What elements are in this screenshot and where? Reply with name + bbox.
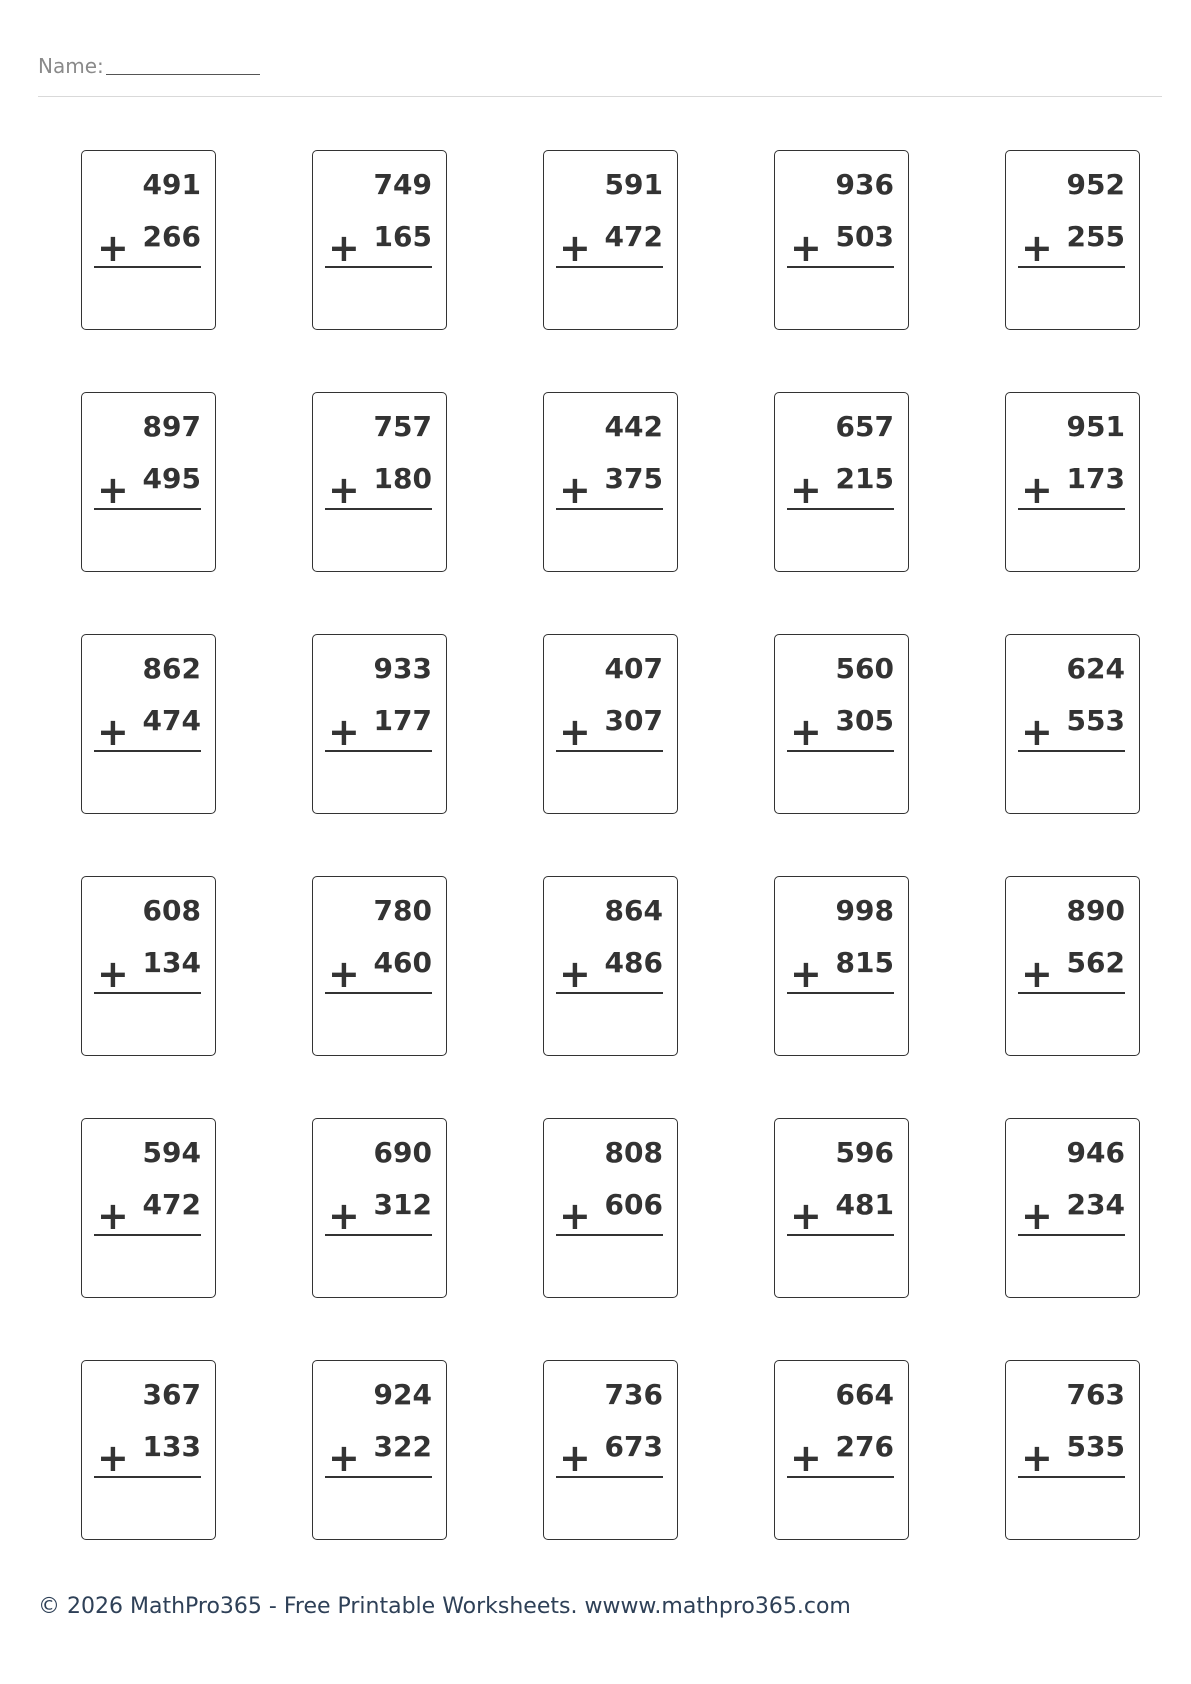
plus-sign: +: [559, 1194, 591, 1238]
plus-sign: +: [559, 226, 591, 270]
addend-bottom: 535: [1066, 1430, 1125, 1463]
problem-16: [40, 876, 270, 1056]
problem-card: [774, 876, 909, 1056]
problem-22: [271, 1118, 501, 1298]
addend-top: 596: [835, 1136, 894, 1169]
plus-sign: +: [1021, 710, 1053, 754]
addend-top: 608: [142, 894, 201, 927]
plus-sign: +: [790, 952, 822, 996]
problem-8: [502, 392, 732, 572]
problem-card: [543, 150, 678, 330]
problem-14: [733, 634, 963, 814]
answer-line: [325, 992, 432, 994]
addend-top: 946: [1066, 1136, 1125, 1169]
addend-bottom: 553: [1066, 704, 1125, 737]
plus-sign: +: [328, 226, 360, 270]
problem-card: [312, 1118, 447, 1298]
problem-card: [543, 634, 678, 814]
problem-card: [1005, 150, 1140, 330]
addend-top: 594: [142, 1136, 201, 1169]
problem-card: [1005, 392, 1140, 572]
plus-sign: +: [328, 710, 360, 754]
addend-bottom: 495: [142, 462, 201, 495]
plus-sign: +: [1021, 468, 1053, 512]
addend-bottom: 460: [373, 946, 432, 979]
addend-top: 491: [142, 168, 201, 201]
answer-line: [1018, 992, 1125, 994]
addend-bottom: 173: [1066, 462, 1125, 495]
problem-card: [312, 876, 447, 1056]
answer-line: [556, 266, 663, 268]
addend-top: 862: [142, 652, 201, 685]
plus-sign: +: [1021, 1194, 1053, 1238]
addend-bottom: 307: [604, 704, 663, 737]
plus-sign: +: [790, 1194, 822, 1238]
problem-card: [543, 1118, 678, 1298]
problem-card: [81, 876, 216, 1056]
answer-line: [325, 1476, 432, 1478]
answer-line: [787, 992, 894, 994]
answer-line: [94, 750, 201, 752]
problem-card: [774, 392, 909, 572]
plus-sign: +: [97, 1436, 129, 1480]
plus-sign: +: [97, 710, 129, 754]
problem-card: [774, 634, 909, 814]
plus-sign: +: [328, 1194, 360, 1238]
addend-top: 951: [1066, 410, 1125, 443]
problem-card: [774, 1118, 909, 1298]
name-label: Name:: [38, 54, 104, 78]
problem-30: [964, 1360, 1191, 1540]
addend-bottom: 266: [142, 220, 201, 253]
problem-5: [964, 150, 1191, 330]
answer-line: [787, 508, 894, 510]
plus-sign: +: [328, 952, 360, 996]
problem-card: [1005, 634, 1140, 814]
addend-top: 367: [142, 1378, 201, 1411]
addend-bottom: 134: [142, 946, 201, 979]
addend-top: 808: [604, 1136, 663, 1169]
addend-top: 757: [373, 410, 432, 443]
addend-bottom: 322: [373, 1430, 432, 1463]
problem-24: [733, 1118, 963, 1298]
addend-top: 624: [1066, 652, 1125, 685]
answer-line: [94, 508, 201, 510]
addend-bottom: 562: [1066, 946, 1125, 979]
problem-card: [774, 150, 909, 330]
problem-card: [1005, 876, 1140, 1056]
plus-sign: +: [1021, 1436, 1053, 1480]
addend-bottom: 375: [604, 462, 663, 495]
problem-18: [502, 876, 732, 1056]
addend-top: 591: [604, 168, 663, 201]
problem-17: [271, 876, 501, 1056]
plus-sign: +: [328, 1436, 360, 1480]
addend-bottom: 481: [835, 1188, 894, 1221]
plus-sign: +: [790, 1436, 822, 1480]
answer-line: [787, 750, 894, 752]
addend-top: 924: [373, 1378, 432, 1411]
addend-bottom: 312: [373, 1188, 432, 1221]
answer-line: [1018, 750, 1125, 752]
answer-line: [1018, 1476, 1125, 1478]
answer-line: [94, 1476, 201, 1478]
problem-3: [502, 150, 732, 330]
answer-line: [556, 1234, 663, 1236]
addend-bottom: 474: [142, 704, 201, 737]
plus-sign: +: [559, 710, 591, 754]
answer-line: [556, 992, 663, 994]
addend-top: 998: [835, 894, 894, 927]
answer-line: [1018, 508, 1125, 510]
answer-line: [325, 750, 432, 752]
problem-card: [1005, 1118, 1140, 1298]
problem-card: [312, 634, 447, 814]
problem-2: [271, 150, 501, 330]
worksheet-header: [38, 50, 1162, 97]
problem-6: [40, 392, 270, 572]
answer-line: [787, 266, 894, 268]
plus-sign: +: [559, 468, 591, 512]
addend-top: 736: [604, 1378, 663, 1411]
addend-top: 864: [604, 894, 663, 927]
problem-23: [502, 1118, 732, 1298]
plus-sign: +: [97, 952, 129, 996]
addend-bottom: 276: [835, 1430, 894, 1463]
plus-sign: +: [97, 226, 129, 270]
addend-top: 763: [1066, 1378, 1125, 1411]
addend-bottom: 215: [835, 462, 894, 495]
plus-sign: +: [97, 1194, 129, 1238]
addend-top: 936: [835, 168, 894, 201]
problem-card: [312, 150, 447, 330]
addend-top: 690: [373, 1136, 432, 1169]
problem-card: [81, 1360, 216, 1540]
problem-21: [40, 1118, 270, 1298]
addend-top: 952: [1066, 168, 1125, 201]
problem-card: [81, 150, 216, 330]
answer-line: [556, 750, 663, 752]
problem-12: [271, 634, 501, 814]
name-blank-line: [106, 74, 260, 75]
addend-top: 664: [835, 1378, 894, 1411]
problem-card: [774, 1360, 909, 1540]
problem-13: [502, 634, 732, 814]
problem-card: [543, 1360, 678, 1540]
problem-card: [81, 1118, 216, 1298]
addend-top: 749: [373, 168, 432, 201]
problem-20: [964, 876, 1191, 1056]
footer-copyright: © 2026 MathPro365 - Free Printable Worksheets. wwww.mathpro365.com: [38, 1594, 851, 1619]
problem-card: [1005, 1360, 1140, 1540]
addend-top: 890: [1066, 894, 1125, 927]
answer-line: [325, 1234, 432, 1236]
problem-10: [964, 392, 1191, 572]
plus-sign: +: [559, 952, 591, 996]
answer-line: [1018, 1234, 1125, 1236]
problem-1: [40, 150, 270, 330]
plus-sign: +: [790, 226, 822, 270]
answer-line: [1018, 266, 1125, 268]
addend-bottom: 472: [142, 1188, 201, 1221]
problem-4: [733, 150, 963, 330]
addend-bottom: 165: [373, 220, 432, 253]
addend-bottom: 177: [373, 704, 432, 737]
addend-top: 780: [373, 894, 432, 927]
addend-bottom: 234: [1066, 1188, 1125, 1221]
problem-11: [40, 634, 270, 814]
addend-bottom: 180: [373, 462, 432, 495]
answer-line: [325, 508, 432, 510]
addend-top: 442: [604, 410, 663, 443]
plus-sign: +: [97, 468, 129, 512]
addend-top: 897: [142, 410, 201, 443]
addend-bottom: 472: [604, 220, 663, 253]
addend-bottom: 255: [1066, 220, 1125, 253]
problem-25: [964, 1118, 1191, 1298]
problem-card: [312, 392, 447, 572]
answer-line: [94, 266, 201, 268]
problem-card: [543, 392, 678, 572]
problem-9: [733, 392, 963, 572]
problem-card: [81, 634, 216, 814]
problem-7: [271, 392, 501, 572]
problem-card: [312, 1360, 447, 1540]
addend-top: 407: [604, 652, 663, 685]
problem-27: [271, 1360, 501, 1540]
problem-card: [81, 392, 216, 572]
problem-card: [543, 876, 678, 1056]
problem-26: [40, 1360, 270, 1540]
problem-29: [733, 1360, 963, 1540]
problem-28: [502, 1360, 732, 1540]
answer-line: [556, 1476, 663, 1478]
plus-sign: +: [1021, 952, 1053, 996]
addend-bottom: 503: [835, 220, 894, 253]
addend-top: 657: [835, 410, 894, 443]
addend-bottom: 673: [604, 1430, 663, 1463]
addend-top: 933: [373, 652, 432, 685]
addend-bottom: 486: [604, 946, 663, 979]
answer-line: [94, 992, 201, 994]
plus-sign: +: [1021, 226, 1053, 270]
answer-line: [787, 1234, 894, 1236]
answer-line: [787, 1476, 894, 1478]
addend-bottom: 606: [604, 1188, 663, 1221]
plus-sign: +: [328, 468, 360, 512]
plus-sign: +: [790, 468, 822, 512]
addend-bottom: 815: [835, 946, 894, 979]
problem-15: [964, 634, 1191, 814]
problem-19: [733, 876, 963, 1056]
answer-line: [94, 1234, 201, 1236]
addend-bottom: 305: [835, 704, 894, 737]
plus-sign: +: [790, 710, 822, 754]
answer-line: [556, 508, 663, 510]
addend-bottom: 133: [142, 1430, 201, 1463]
answer-line: [325, 266, 432, 268]
plus-sign: +: [559, 1436, 591, 1480]
addend-top: 560: [835, 652, 894, 685]
